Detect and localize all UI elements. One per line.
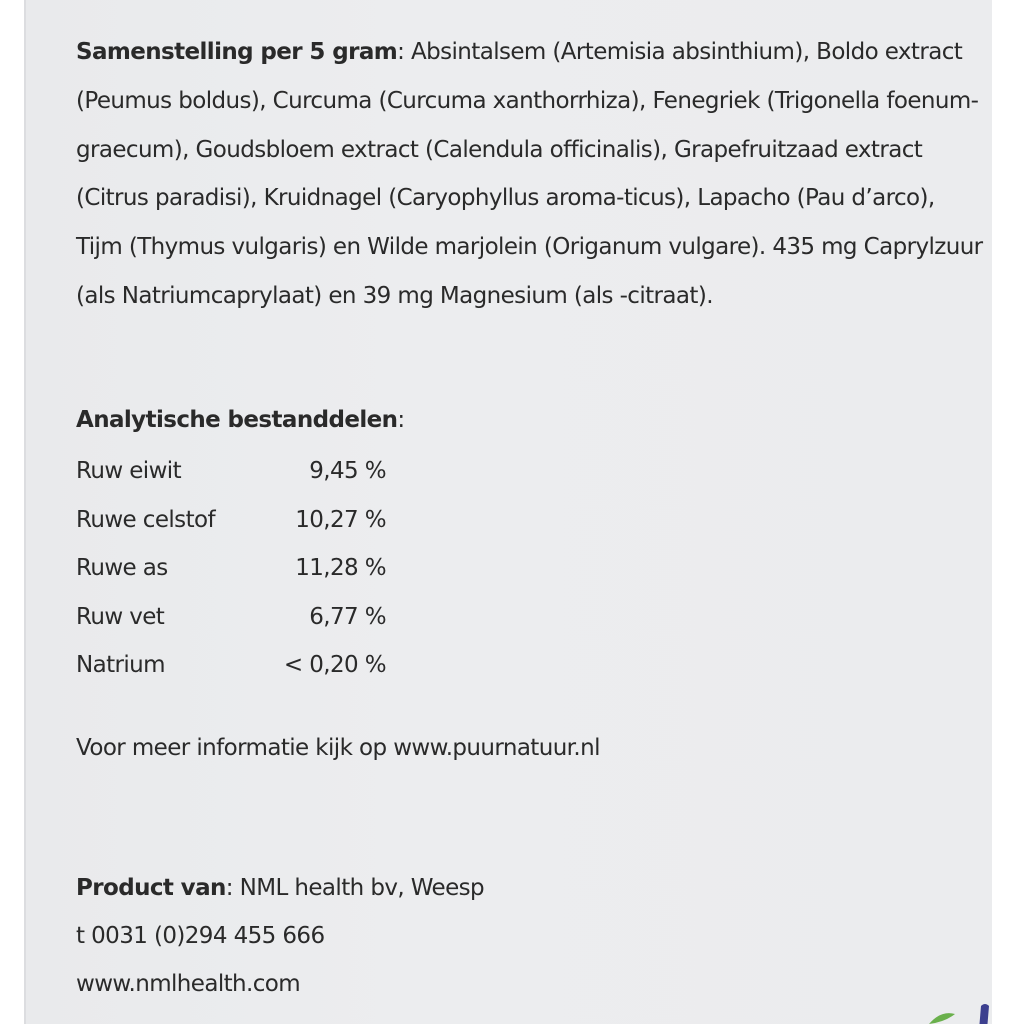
analytical-title: [76, 400, 405, 440]
leaf-graphic: [929, 1000, 989, 1024]
more-info-text: Voor meer informatie kijk op www.puurnatuur.nl: [76, 735, 600, 761]
label-edge: [24, 0, 26, 1024]
constituent-value: 10,27 %: [295, 506, 386, 533]
producer-website: www.nmlhealth.com: [76, 971, 301, 997]
constituent-name: Ruw vet: [76, 603, 165, 630]
producer-block: [76, 864, 484, 1008]
table-row: [76, 447, 386, 496]
table-row: [76, 641, 386, 690]
constituent-value: 9,45 %: [309, 458, 386, 485]
analytical-table: [76, 447, 386, 690]
product-label: [24, 0, 992, 1024]
table-row: [76, 544, 386, 593]
constituent-value: 11,28 %: [295, 555, 386, 582]
producer-separator: :: [225, 875, 233, 901]
composition-heading: Samenstelling per 5 gram: [76, 39, 398, 65]
producer-name: NML health bv, Weesp: [232, 875, 485, 901]
constituent-name: Ruwe celstof: [76, 506, 215, 533]
table-row: [76, 593, 386, 642]
constituent-value: 6,77 %: [309, 603, 386, 630]
analytical-heading: Analytische bestanddelen: [76, 407, 398, 433]
constituent-value: < 0,20 %: [283, 652, 386, 679]
producer-line: [76, 864, 484, 912]
composition-text: Absintalsem (Artemisia absinthium), Boldo extract (Peumus boldus), Curcuma (Curcuma xanthorrhiza), Fenegriek (Trigonella foenum-graecum), Goudsbloem extract (Calendula officinalis), Grapefruitzaad extract (Citrus paradisi), Kruidnagel (Caryophyllus aroma-ticus), Lapacho (Pau d’arco), Tijm (Thymus vulgaris) en Wilde marjolein (Origanum vulgare). 435 mg Caprylzuur (als Natriumcaprylaat) en 39 mg Magnesium (als -citraat).: [76, 39, 983, 309]
constituent-name: Ruwe as: [76, 555, 168, 582]
constituent-name: Ruw eiwit: [76, 458, 182, 485]
composition-separator: :: [397, 39, 405, 65]
analytical-separator: :: [397, 407, 405, 433]
producer-heading: Product van: [76, 875, 226, 901]
producer-phone: t 0031 (0)294 455 666: [76, 923, 325, 949]
constituent-name: Natrium: [76, 652, 165, 679]
composition-paragraph: [76, 28, 986, 321]
table-row: [76, 496, 386, 545]
